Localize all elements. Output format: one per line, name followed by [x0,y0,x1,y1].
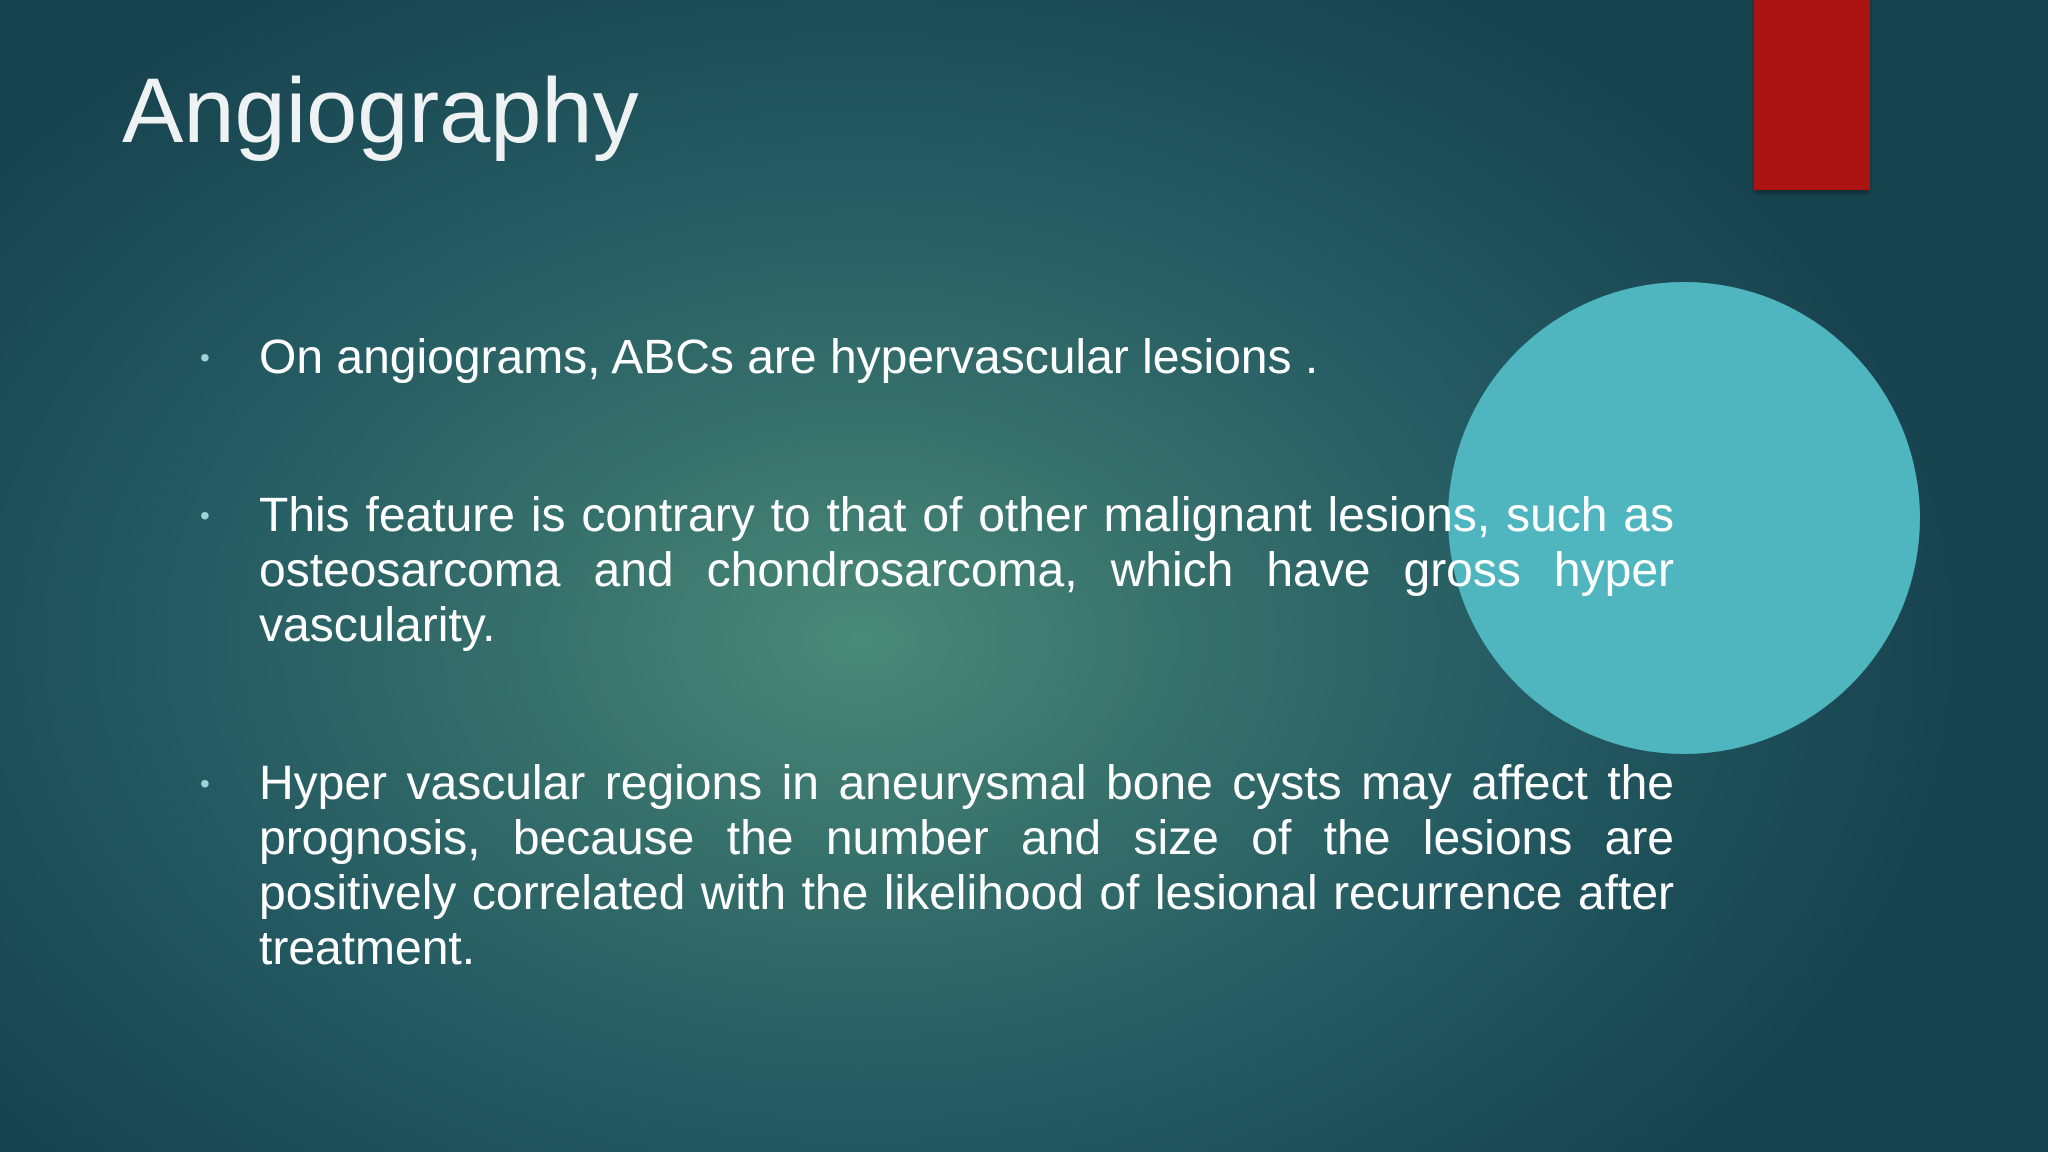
bullet-dot-icon: • [200,500,210,531]
bullet-list [198,330,1674,976]
bullet-text: This feature is contrary to that of other malignant lesions, such as osteosarcoma and chondrosarcoma, which have gross hyper vascularity. [259,489,1674,652]
bullet-item [198,756,1674,976]
bullet-item [198,488,1674,653]
red-accent-tab [1754,0,1870,190]
slide-title: Angiography [122,60,639,162]
bullet-dot-icon: • [200,768,210,799]
bullet-text: Hyper vascular regions in aneurysmal bone cysts may affect the prognosis, because the number and size of the lesions are positively correlated with the likelihood of lesional recurrence after treatment. [259,757,1674,975]
bullet-item [198,330,1674,385]
bullet-text: On angiograms, ABCs are hypervascular lesions . [259,331,1319,384]
bullet-dot-icon: • [200,342,210,373]
